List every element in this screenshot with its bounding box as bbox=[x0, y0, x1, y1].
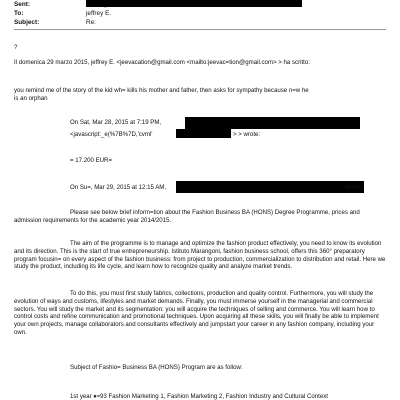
question-mark: ? bbox=[14, 44, 18, 51]
sat-quote-line: On Sat, Mar 28, 2015 at 7:19 PM, bbox=[70, 119, 162, 126]
subject-label: Subject: bbox=[14, 19, 40, 26]
sent-label: Sent: bbox=[14, 1, 30, 8]
redaction-bar bbox=[176, 181, 364, 193]
sun-wrote: wrote: bbox=[345, 184, 362, 191]
redaction-bar bbox=[185, 117, 360, 129]
story-line-2: is an orphan bbox=[14, 95, 48, 102]
reply-intro: Il domenica 29 marzo 2015, jeffrey E. <jeevacation@gmail.com <mailto:jeevac=tion@gmail.com> > ha scritto: bbox=[14, 59, 310, 66]
first-year-line: 1st year ♦=93 Fashion Marketing 1, Fashion Marketing 2, Fashion Industry and Cultural Context bbox=[70, 393, 328, 400]
redaction-bar bbox=[86, 0, 302, 7]
paragraph-intro: Please see below brief inform=tion about the Fashion Business BA (HONS) Degree Programme, prices and admission requirements for the academic year 2014/2015. bbox=[14, 209, 360, 224]
subject-row bbox=[14, 19, 96, 27]
price-line: = 17.200 EUR= bbox=[70, 157, 113, 164]
to-row bbox=[14, 10, 111, 18]
redaction-bar bbox=[176, 129, 231, 138]
header-divider bbox=[14, 29, 386, 30]
story-line-1: you remind me of the story of the kid wh= kills his mother and father, then asks for sympathy because n=w he bbox=[14, 87, 309, 94]
javascript-line: <javascript:_e(%7B%7D,'cvml' bbox=[70, 131, 153, 138]
javascript-wrote: > > wrote: bbox=[233, 131, 261, 138]
subject-of-program: Subject of Fashio= Business BA (HONS) Program are as follow: bbox=[70, 364, 243, 371]
to-value: jeffrey E. bbox=[86, 10, 112, 17]
subject-value: Re: bbox=[86, 19, 96, 26]
to-label: To: bbox=[14, 10, 24, 17]
paragraph-study: To do this, you must first study fabrics, collections, production and quality control. Furthermore, you will study the evolution of ways and customs, lifestyles and market demands. Finally, you must immerse yourself in the managerial and commercial sectors. You will study the market and its segmentation: you will acquire the techniques of selling and commerce. You will learn how to control costs and refine communication and promotional techniques. Upon acquiring all these skills, you will finally be able to implement your own projects, manage collaborators and consultants effectively and jumpstart your career in any fashion company, including your own. bbox=[14, 290, 379, 336]
sun-quote-line: On Su=, Mar 29, 2015 at 12:15 AM, bbox=[70, 184, 167, 191]
paragraph-aim: The aim of the programme is to manage and optimize the fashion product effectively, you need to know its evolution and its direction. This is the start of true entrepreneurship. Istituto Marangoni, fashion business school, offers this 360° preparatory program focusin= on every aspect of the fashion business: from project to production, commercialization to distribution and retail. Here we study the product, including its life cycle, and learn how to recognize quality and analyze market trends. bbox=[14, 240, 386, 271]
